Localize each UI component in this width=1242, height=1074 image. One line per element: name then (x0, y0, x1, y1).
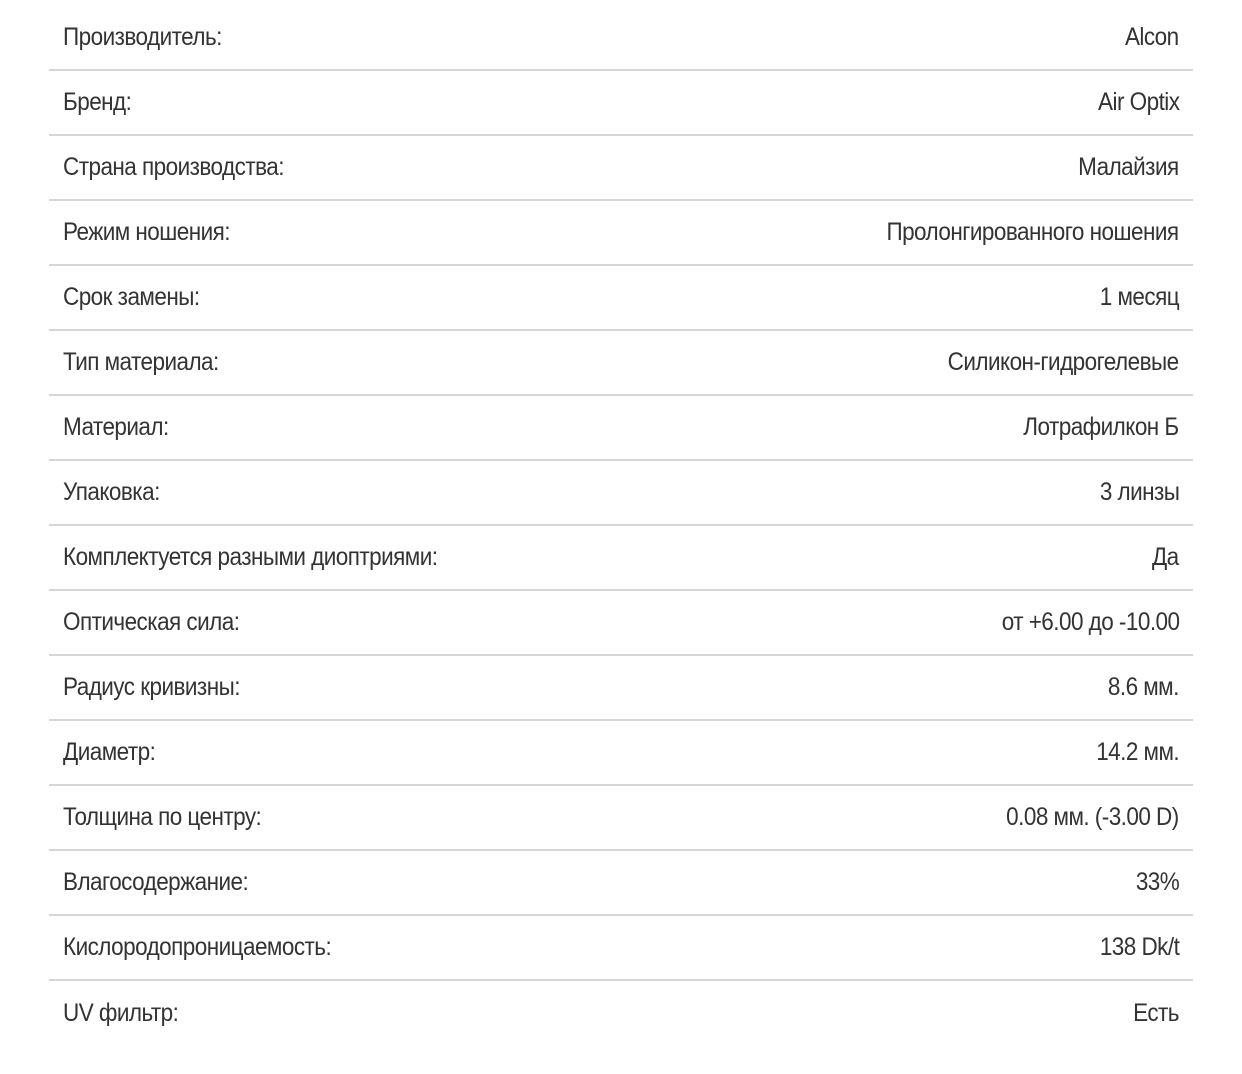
spec-value: 138 Dk/t (1099, 933, 1179, 961)
spec-value: 0.08 мм. (-3.00 D) (1006, 803, 1179, 831)
spec-label: Режим ношения: (63, 218, 230, 246)
spec-row-package (49, 461, 1193, 526)
spec-value: Силикон-гидрогелевые (948, 348, 1179, 376)
spec-row-mixed-diopters (49, 526, 1193, 591)
spec-value: Пролонгированного ношения (886, 218, 1179, 246)
spec-value: 1 месяц (1099, 283, 1179, 311)
spec-label: Страна производства: (63, 153, 284, 181)
spec-value: Да (1152, 543, 1179, 571)
spec-label: Толщина по центру: (63, 803, 262, 831)
spec-value: Лотрафилкон Б (1023, 413, 1179, 441)
spec-row-country (49, 136, 1193, 201)
spec-label: Тип материала: (63, 348, 219, 376)
spec-row-curvature (49, 656, 1193, 721)
spec-label: Материал: (63, 413, 169, 441)
spec-row-diameter (49, 721, 1193, 786)
spec-row-center-thickness (49, 786, 1193, 851)
spec-row-optical-power (49, 591, 1193, 656)
product-specs-table (49, 6, 1193, 1046)
spec-label: Кислородопроницаемость: (63, 933, 332, 961)
spec-value: от +6.00 до -10.00 (1001, 608, 1179, 636)
spec-value: Малайзия (1078, 153, 1179, 181)
spec-label: Комплектуется разными диоптриями: (63, 543, 438, 571)
spec-label: Оптическая сила: (63, 608, 240, 636)
spec-row-material-type (49, 331, 1193, 396)
spec-label: Упаковка: (63, 478, 160, 506)
spec-label: Диаметр: (63, 738, 156, 766)
spec-value: Есть (1133, 999, 1179, 1027)
spec-row-replacement (49, 266, 1193, 331)
spec-label: Производитель: (63, 23, 222, 51)
spec-value: 8.6 мм. (1108, 673, 1179, 701)
spec-label: Радиус кривизны: (63, 673, 240, 701)
spec-value: 33% (1135, 868, 1179, 896)
spec-value: Alcon (1125, 23, 1179, 51)
spec-label: Бренд: (63, 88, 132, 116)
spec-row-manufacturer (49, 6, 1193, 71)
spec-row-material (49, 396, 1193, 461)
spec-value: 3 линзы (1099, 478, 1179, 506)
spec-row-water-content (49, 851, 1193, 916)
spec-label: Срок замены: (63, 283, 200, 311)
spec-row-wear-mode (49, 201, 1193, 266)
spec-row-uv-filter (49, 981, 1193, 1046)
spec-row-oxygen-permeability (49, 916, 1193, 981)
spec-label: UV фильтр: (63, 999, 179, 1027)
spec-label: Влагосодержание: (63, 868, 249, 896)
spec-row-brand (49, 71, 1193, 136)
spec-value: Air Optix (1097, 88, 1179, 116)
spec-value: 14.2 мм. (1096, 738, 1179, 766)
